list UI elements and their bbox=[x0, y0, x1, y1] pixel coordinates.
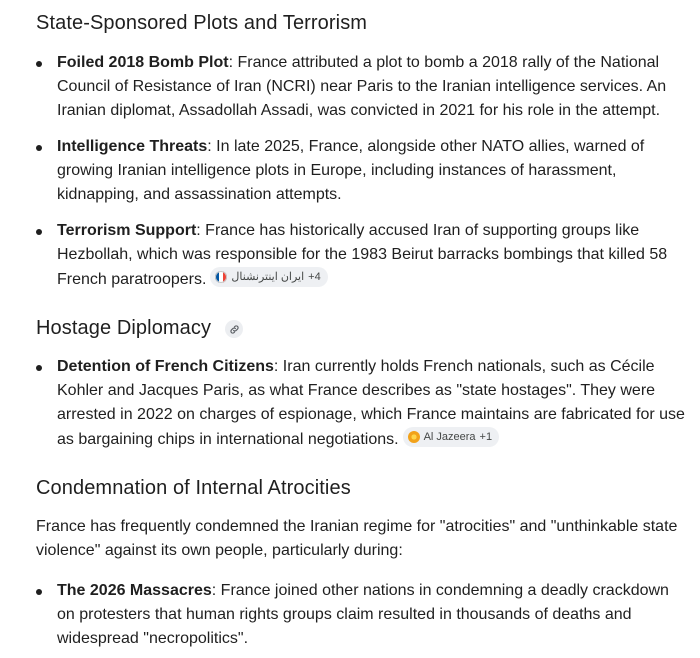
item-text: : In late 2025, France, alongside other NATO allies, warned of growing Iranian intelligence plots in Europe, including instances of harassment, kidnapping, and assassination attempts. bbox=[57, 138, 645, 203]
list-item bbox=[57, 51, 689, 123]
item-text: : Iran currently holds French nationals, such as Cécile Kohler and Jacques Paris, as what France describes as "state hostages". They were arrested in 2022 on charges of espionage, which France maintains are fabricated for use as bargaining chips in international negotiations. bbox=[57, 358, 685, 448]
item-title: Terrorism Support bbox=[57, 222, 197, 239]
item-title: The 2026 Massacres bbox=[57, 582, 212, 599]
link-icon bbox=[229, 324, 240, 335]
source-count: +1 bbox=[479, 431, 493, 443]
item-text: : France has historically accused Iran of supporting groups like Hezbollah, which was responsible for the 1983 Beirut barracks bombings that killed 58 French paratroopers. bbox=[57, 222, 668, 288]
france-flag-icon bbox=[215, 271, 227, 283]
source-chip[interactable] bbox=[403, 427, 500, 447]
list-item bbox=[57, 219, 689, 292]
list-item bbox=[57, 355, 689, 452]
source-count: +4 bbox=[308, 271, 321, 283]
item-title: Detention of French Citizens bbox=[57, 358, 274, 375]
list-item bbox=[57, 135, 689, 207]
section-heading-hostage: Hostage Diplomacy bbox=[36, 317, 212, 339]
intro-paragraph: France has frequently condemned the Iranian regime for "atrocities" and "unthinkable state violence" against its own people, particularly during: bbox=[36, 518, 678, 559]
source-name: ایران اینترنشنال bbox=[231, 271, 305, 283]
copy-link-button[interactable] bbox=[225, 320, 243, 338]
item-title: Foiled 2018 Bomb Plot bbox=[57, 54, 229, 71]
source-name: Al Jazeera bbox=[423, 431, 476, 443]
item-text: : France attributed a plot to bomb a 2018 rally of the National Council of Resistance of Iran (NCRI) near Paris to the Iranian intelligence services. An Iranian diplomat, Assadollah Assadi, was convicted in 2021 for his role in the attempt. bbox=[57, 54, 667, 119]
item-title: Intelligence Threats bbox=[57, 138, 208, 155]
source-chip[interactable] bbox=[210, 267, 327, 287]
list-item bbox=[57, 579, 689, 651]
section-heading-condemnation: Condemnation of Internal Atrocities bbox=[36, 477, 351, 499]
section-heading-state-sponsored: State-Sponsored Plots and Terrorism bbox=[36, 12, 368, 34]
item-text: : France joined other nations in condemning a deadly crackdown on protesters that human rights groups claim resulted in thousands of deaths and widespread "necropolitics". bbox=[57, 582, 669, 647]
al-jazeera-icon bbox=[408, 431, 420, 443]
